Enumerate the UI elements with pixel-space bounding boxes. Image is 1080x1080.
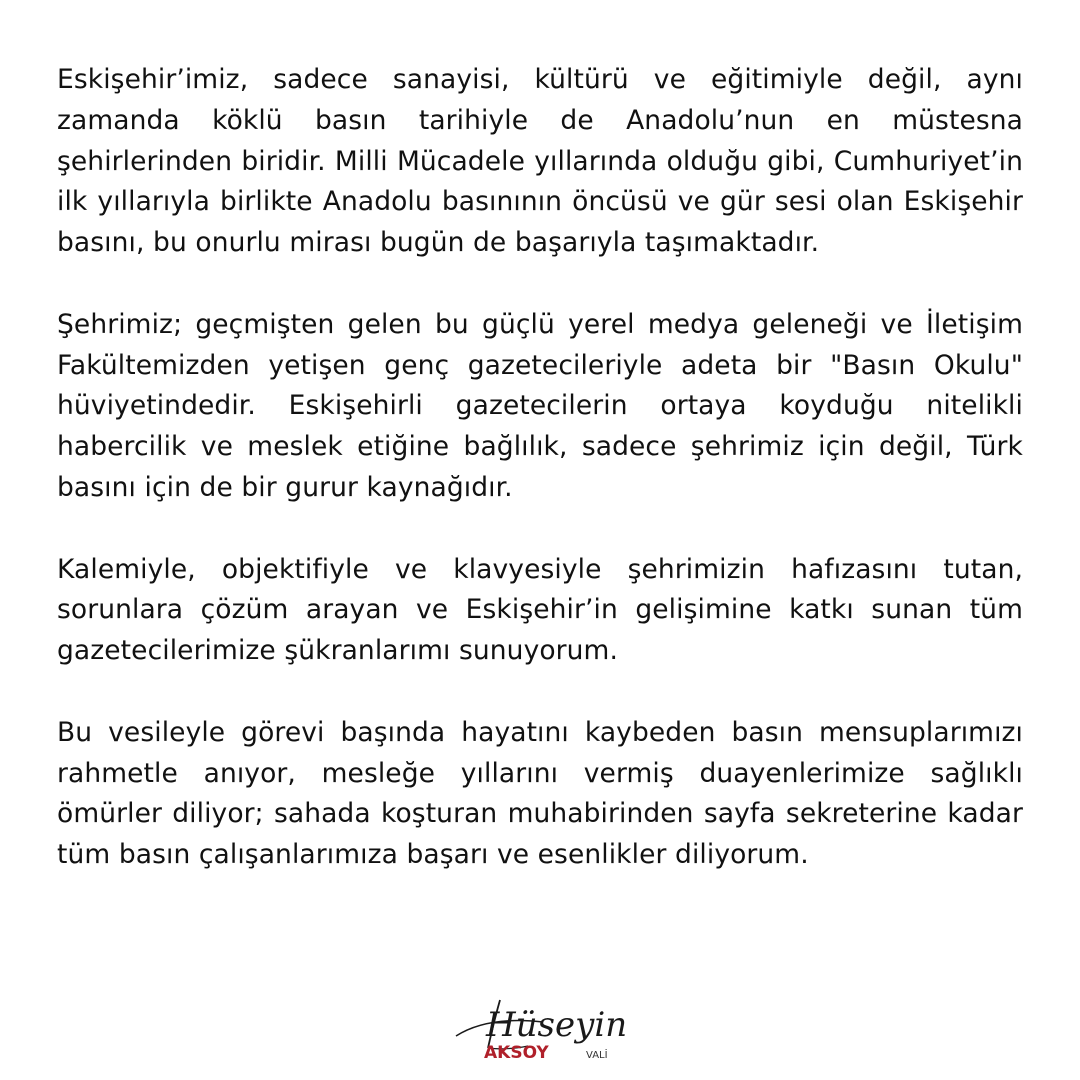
signature-title-text: VALİ	[586, 1050, 608, 1061]
letter-body	[57, 60, 1023, 876]
signature-script-text: Hüseyin	[486, 1005, 628, 1045]
paragraph-3: Kalemiyle, objektifiyle ve klavyesiyle şehrimizin hafızasını tutan, sorunlara çözüm arayan ve Eskişehir’in gelişimine katkı sunan tüm gazetecilerimize şükranlarımı sunuyorum.	[57, 553, 1023, 667]
paragraph-4: Bu vesileyle görevi başında hayatını kaybeden basın mensuplarımızı rahmetle anıyor, mesleğe yıllarını vermiş duayenlerimize sağlıklı ömürler diliyor; sahada koşturan muhabirinden sayfa sekreterine kadar tüm basın çalışanlarımıza başarı ve esenlikler diliyorum.	[57, 716, 1023, 871]
paragraph-1: Eskişehir’imiz, sadece sanayisi, kültürü ve eğitimiyle değil, aynı zamanda köklü basın tarihiyle de Anadolu’nun en müstesna şehirlerinden biridir. Milli Mücadele yıllarında olduğu gibi, Cumhuriyet’in ilk yıllarıyla birlikte Anadolu basınının öncüsü ve gür sesi olan Eskişehir basını, bu onurlu mirası bugün de başarıyla taşımaktadır.	[57, 64, 1023, 259]
paragraph-2: Şehrimiz; geçmişten gelen bu güçlü yerel medya geleneği ve İletişim Fakültemizden yetişen genç gazetecileriyle adeta bir "Basın Okulu" hüviyetindedir. Eskişehirli gazetecilerin ortaya koyduğu nitelikli habercilik ve meslek etiğine bağlılık, sadece şehrimiz için değil, Türk basını için de bir gurur kaynağıdır.	[57, 308, 1023, 503]
signature-graphic	[448, 992, 648, 1070]
signature-name-text: AKSOY	[484, 1043, 549, 1063]
signature-logo	[448, 992, 648, 1070]
